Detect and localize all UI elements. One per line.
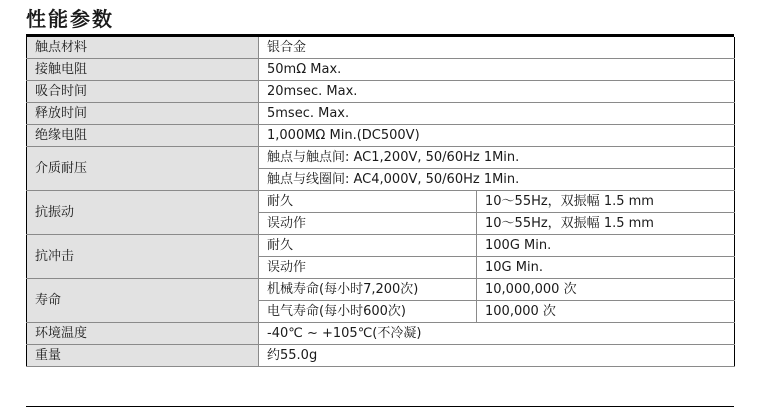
- row-label: 重量: [27, 345, 259, 367]
- table-row: [27, 81, 735, 103]
- row-value: 10～55Hz，双振幅 1.5 mm: [477, 191, 735, 213]
- row-sublabel: 耐久: [259, 191, 477, 213]
- row-value: 10G Min.: [477, 257, 735, 279]
- row-value: 约55.0g: [259, 345, 735, 367]
- row-label: 吸合时间: [27, 81, 259, 103]
- row-value: -40℃ ~ +105℃(不冷凝): [259, 323, 735, 345]
- table-row: [27, 125, 735, 147]
- row-label: 寿命: [27, 279, 259, 323]
- row-value: 触点与触点间: AC1,200V, 50/60Hz 1Min.: [259, 147, 735, 169]
- row-sublabel: 误动作: [259, 213, 477, 235]
- table-row: [27, 345, 735, 367]
- row-sublabel: 耐久: [259, 235, 477, 257]
- table-row: [27, 235, 735, 257]
- table-row: [27, 59, 735, 81]
- row-value: 10,000,000 次: [477, 279, 735, 301]
- row-value: 银合金: [259, 37, 735, 59]
- row-value: 100,000 次: [477, 301, 735, 323]
- table-row: [27, 191, 735, 213]
- section-title: 性能参数: [26, 7, 114, 31]
- row-value: 触点与线圈间: AC4,000V, 50/60Hz 1Min.: [259, 169, 735, 191]
- table-row: [27, 103, 735, 125]
- bottom-divider: [26, 406, 734, 407]
- table-row: [27, 323, 735, 345]
- row-label: 接触电阻: [27, 59, 259, 81]
- row-value: 50mΩ Max.: [259, 59, 735, 81]
- row-label: 抗振动: [27, 191, 259, 235]
- row-value: 1,000MΩ Min.(DC500V): [259, 125, 735, 147]
- table-row: [27, 147, 735, 169]
- row-sublabel: 电气寿命(每小时600次): [259, 301, 477, 323]
- row-label: 触点材料: [27, 37, 259, 59]
- row-label: 抗冲击: [27, 235, 259, 279]
- row-label: 释放时间: [27, 103, 259, 125]
- row-label: 介质耐压: [27, 147, 259, 191]
- row-value: 10～55Hz，双振幅 1.5 mm: [477, 213, 735, 235]
- row-label: 环境温度: [27, 323, 259, 345]
- row-label: 绝缘电阻: [27, 125, 259, 147]
- row-sublabel: 机械寿命(每小时7,200次): [259, 279, 477, 301]
- table-row: [27, 37, 735, 59]
- row-value: 20msec. Max.: [259, 81, 735, 103]
- row-sublabel: 误动作: [259, 257, 477, 279]
- performance-parameters-table: [26, 37, 735, 367]
- row-value: 100G Min.: [477, 235, 735, 257]
- row-value: 5msec. Max.: [259, 103, 735, 125]
- table-row: [27, 279, 735, 301]
